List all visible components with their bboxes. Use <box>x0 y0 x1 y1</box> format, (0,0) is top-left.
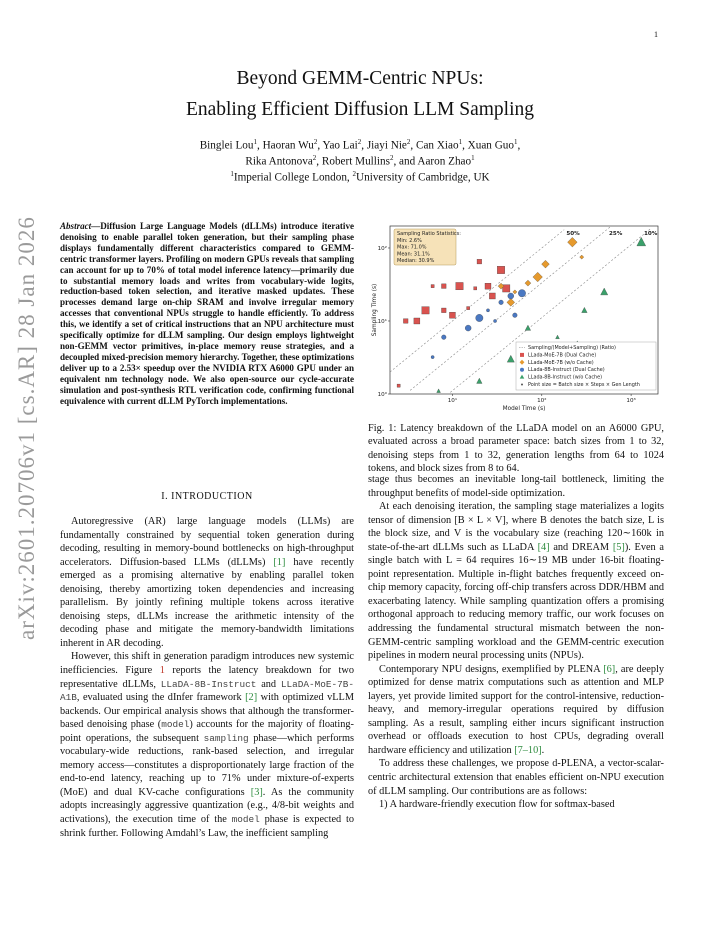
paragraph <box>368 473 664 500</box>
x-tick-label: 10¹ <box>447 398 458 404</box>
legend-label: Sampling/(Model+Sampling) (Ratio) <box>528 345 616 351</box>
code-term: model <box>161 719 190 731</box>
data-point <box>441 335 446 340</box>
code-term: sampling <box>203 732 249 744</box>
data-point <box>441 308 446 313</box>
author-affil-mark: 2 <box>357 138 362 146</box>
code-term: model <box>231 814 260 826</box>
citation[interactable]: [4] <box>537 541 550 553</box>
author-affil-mark: 1 <box>471 154 475 162</box>
data-point <box>422 307 429 314</box>
text: , evaluated using the dInfer framework <box>76 692 246 704</box>
author-text: , Jiayi Nie <box>361 139 407 152</box>
text: However, this shift in generation paradigm introduces new systemic inefficiencies. Figure <box>60 651 354 677</box>
data-point <box>431 356 434 359</box>
citation[interactable]: [6] <box>603 663 616 675</box>
author-affil-mark: 1 <box>253 138 257 146</box>
legend-marker <box>520 368 524 372</box>
data-point <box>474 287 477 290</box>
data-point <box>403 319 408 324</box>
text: and <box>256 678 281 690</box>
code-term: LLaDA-8B-Instruct <box>160 678 257 690</box>
author-text: , Haoran Wu <box>256 139 314 152</box>
text: ) accounts for the majority of floating-point operations, the subsequent <box>60 719 354 744</box>
y-tick-label: 10² <box>377 245 387 252</box>
text: have recently emerged as a promising alternative by enabling parallel token denoising, thereby amortizing token dependencies and increasing parallelism. By jointly refining multiple tokens across iterative denoising steps, dLLMs increase the arithmetic intensity of the decoding phase and mitigate the memory-bandwidth limitations inherent in AR decoding. <box>60 556 354 649</box>
paper-title-line2: Enabling Efficient Diffusion LLM Sampling <box>185 99 535 120</box>
data-point <box>518 290 525 297</box>
citation[interactable]: [3] <box>250 786 263 798</box>
author-text: , Yao Lai <box>317 139 358 152</box>
author-affil-mark: 2 <box>312 154 317 162</box>
text: 1) A hardware-friendly execution flow for softmax-based <box>379 799 615 811</box>
data-point <box>497 266 504 273</box>
author-affil-mark: 1 <box>458 138 463 146</box>
text: , are deeply optimized for dense matrix computations such as attention and MLP layers, yet provide limited support for the control-intensive, reduction-heavy, and memory-irregular operations required by diffusion sampling. As a result, sampling either incurs significant instruction overhead or offloads execution to host CPUs, degrading overall hardware efficiency and utilization <box>368 663 664 756</box>
stats-line: Median: 30.9% <box>397 258 435 265</box>
paragraph <box>60 515 354 650</box>
affiliations <box>0 166 720 186</box>
paragraph <box>368 500 664 663</box>
scatter-plot <box>368 218 664 416</box>
text: At each denoising iteration, the sampling stage materializes a logits tensor of dimension [B × L × V], where B denotes the batch size, L is the block size, and V is the vocabulary size (reaching 120∼160k in state-of-the-art dLLMs such as LLaDA <box>368 501 664 553</box>
stats-line: Max: 71.0% <box>397 244 427 251</box>
x-tick-label: 10³ <box>626 398 636 404</box>
data-point <box>456 282 463 289</box>
x-axis-label: Model Time (s) <box>502 406 546 412</box>
data-point <box>493 319 496 322</box>
paragraph <box>368 798 664 812</box>
abstract <box>60 221 354 406</box>
text: ). Even a single batch with L = 64 requires 16∼19 MB under 16-bit floating-point representation. Multiple in-flight batches frequently exceed on-chip memory capacity, forcing off-chip transfers across DDR/HBM and exacerbating latency. While sampling quantization offers a promising orthogonal approach to reducing memory traffic, our work focuses on addressing the fundamental structural mismatch between the non-GEMM-centric sampling workload and the GEMM-centric execution pipelines in modern neural processing units (NPUs). <box>368 541 664 662</box>
data-point <box>441 284 446 289</box>
data-point <box>431 285 434 288</box>
citation[interactable]: [1] <box>273 556 286 568</box>
text: . <box>541 744 545 756</box>
text: To address these challenges, we propose d-PLENA, a vector-scalar-centric architectural extension that enables efficient on-NPU execution of dLLM sampling. Our contributions are as follows: <box>368 758 664 797</box>
figure-caption: Fig. 1: Latency breakdown of the LLaDA model on an A6000 GPU, evaluated across a broad parameter space: batch sizes from 1 to 32, denoising steps from 1 to 32, generation lengths from 64 to 1024 tokens, and block sizes from 8 to 64. <box>368 423 664 475</box>
legend-label: LLada-8B-Instruct (Dual Cache) <box>528 367 605 374</box>
author-text: Binglei Lou <box>199 139 254 152</box>
data-point <box>489 293 495 299</box>
affiliation-affil-mark: 1 <box>230 170 234 178</box>
citation[interactable]: [7–10] <box>514 744 542 756</box>
text: Autoregressive (AR) large language models (LLMs) are fundamentally constrained by sequential token generation during decoding, resulting in memory-bound bottlenecks on high-throughput accelerators. Diffusion-based LLMs (dLLMs) <box>60 516 354 568</box>
author-text: , <box>517 139 521 152</box>
author-text: , and Aaron Zhao <box>393 155 472 168</box>
data-point <box>508 293 514 299</box>
author-affil-mark: 1 <box>513 138 518 146</box>
data-point <box>414 318 420 324</box>
code-term: LLaDA-MoE-7B-A1B <box>60 678 354 704</box>
author-affil-mark: 2 <box>389 154 394 162</box>
citation[interactable]: [2] <box>245 692 258 704</box>
data-point <box>465 325 471 331</box>
abstract-text: —Diffusion Large Language Models (dLLMs) introduce iterative denoising to enable parallel token generation, but their sampling phase displays fundamentally different characteristics compared to GEMM-centric transformer layers. Profiling on modern GPUs reveals that sampling can account for up to 70% of total model inference latency—primarily due to substantial memory loads and writes from vocabulary-wide logits, reduction-based token selection, and iterative masked updates. These processes demand large on-chip SRAM and involve irregular memory accesses that conventional NPUs struggle to handle efficiently. To address this, we identify a set of critical instructions that an NPU architecture must specifically optimize for dLLM sampling. Our design employs lightweight non-GEMM vector primitives, in-place memory reuse strategies, and a decoupled mixed-precision memory hierarchy. Together, these optimizations deliver up to a 2.53× speedup over the NVIDIA RTX A6000 GPU under an equivalent nm technology node. We also open-source our cycle-accurate simulation and post-synthesis RTL verification code, confirming functional equivalence with current dLLM PyTorch implementations. <box>60 221 354 406</box>
legend-marker <box>521 384 523 386</box>
ratio-line-label: 50% <box>566 231 580 237</box>
data-point <box>467 307 470 310</box>
abstract-label: Abstract <box>60 221 92 231</box>
stats-line: Min: 2.6% <box>397 237 422 244</box>
author-affil-mark: 2 <box>406 138 411 146</box>
text: . As the community adopts increasingly aggressive quantization (e.g., 4/8-bit weights and activations), the execution time of the <box>60 786 355 826</box>
affiliation-text: Imperial College London, <box>233 171 353 184</box>
author-text: , Xuan Guo <box>462 139 514 152</box>
data-point <box>449 312 455 318</box>
author-text: Rika Antonova <box>245 155 313 168</box>
text: Contemporary NPU designs, exemplified by PLENA <box>379 663 604 675</box>
citation[interactable]: [5] <box>612 541 625 553</box>
data-point <box>477 259 482 264</box>
legend-label: LLada-8B-Instruct (w/o Cache) <box>528 374 603 381</box>
affiliation-affil-mark: 2 <box>352 170 357 178</box>
author-text: , Robert Mullins <box>316 155 390 168</box>
text: stage thus becomes an inevitable long-tail bottleneck, limiting the throughput benefits of model-side optimization. <box>368 474 664 499</box>
y-tick-label: 10⁰ <box>377 392 387 398</box>
stats-line: Sampling Ratio Statistics: <box>397 231 461 237</box>
arxiv-stamp: arXiv:2601.20706v1 [cs.AR] 28 Jan 2026 <box>14 216 39 640</box>
stats-line: Mean: 31.1% <box>397 251 430 258</box>
paragraph <box>368 757 664 798</box>
legend-label: Point size = Batch size × Steps × Gen Length <box>528 382 640 388</box>
section-title: I. INTRODUCTION <box>161 491 253 502</box>
page-number: 1 <box>654 30 658 39</box>
text: reports the latency breakdown for two representative dLLMs, <box>60 665 354 690</box>
y-tick-label: 10¹ <box>377 318 387 325</box>
text: with optimized vLLM backends. Our empirical analysis shows that although the transformer-based denoising phase ( <box>60 692 355 731</box>
author-text: , Can Xiao <box>410 139 459 152</box>
data-point <box>476 314 483 321</box>
intro-left-column <box>60 515 354 840</box>
text: phase—which performs vocabulary-wide reductions, rank-based selection, and irregular memory access—constitutes a disproportionately large fraction of the end-to-end latency, reaching up to 71% under mixture-of-experts (MoE) and dual KV-cache configurations <box>60 732 354 798</box>
y-axis-label: Sampling Time (s) <box>372 283 378 337</box>
data-point <box>485 283 491 289</box>
intro-right-column <box>368 473 664 812</box>
ratio-line-label: 25% <box>608 231 623 237</box>
text: phase is expected to shrink further. Following Amdahl’s Law, the inefficient sampling <box>60 814 354 839</box>
paper-title-line1: Beyond GEMM-Centric NPUs: <box>236 68 484 89</box>
data-point <box>499 300 504 305</box>
paragraph <box>368 663 664 758</box>
ratio-line-label: 10% <box>644 231 658 237</box>
data-point <box>513 313 518 318</box>
figure-ref[interactable]: 1 <box>159 665 165 677</box>
legend-marker <box>520 353 524 357</box>
legend-label: LLada-MoE-7B (w/o Cache) <box>528 359 594 366</box>
data-point <box>486 309 489 312</box>
legend-label: LLada-MoE-7B (Dual Cache) <box>528 352 597 359</box>
paragraph <box>60 650 354 840</box>
data-point <box>397 384 400 387</box>
figure-1-chart <box>368 218 664 416</box>
text: and DREAM <box>549 541 613 553</box>
x-tick-label: 10² <box>537 398 547 404</box>
affiliation-text: University of Cambridge, UK <box>356 171 490 184</box>
author-affil-mark: 2 <box>313 138 318 146</box>
